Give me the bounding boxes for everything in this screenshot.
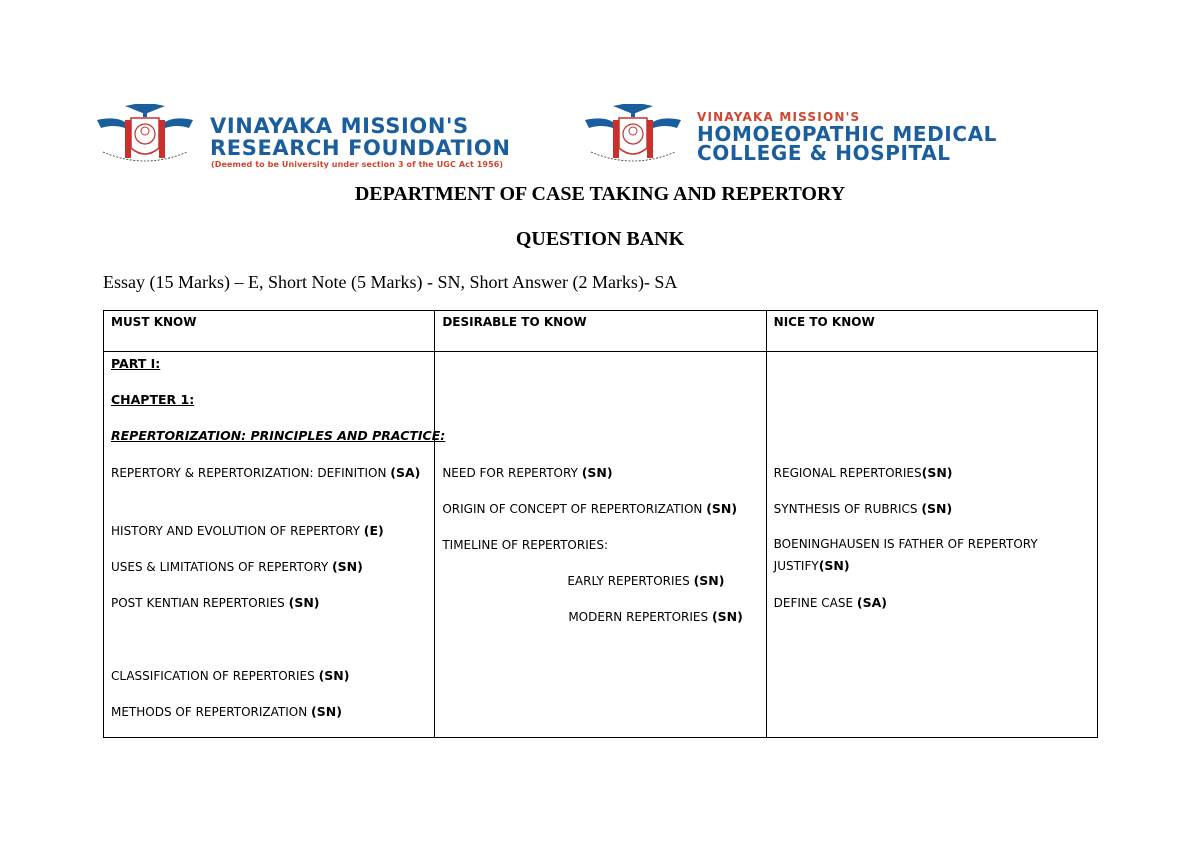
list-item: CLASSIFICATION OF REPERTORIES (SN) [111, 668, 350, 683]
university-emblem-icon [95, 104, 195, 166]
list-item: NEED FOR REPERTORY (SN) [442, 465, 613, 480]
list-item: EARLY REPERTORIES (SN) [567, 573, 725, 588]
list-item: BOENINGHAUSEN IS FATHER OF REPERTORY JUSTIFY(SN) [773, 537, 1038, 573]
list-item: TIMELINE OF REPERTORIES: [442, 538, 608, 552]
nice-cell [766, 352, 1097, 738]
part-heading: PART I: [111, 356, 161, 371]
list-item: USES & LIMITATIONS OF REPERTORY (SN) [111, 559, 363, 574]
list-item: REPERTORY & REPERTORIZATION: DEFINITION (SA) [111, 465, 421, 480]
table-body-row [104, 352, 1098, 738]
marks-legend: Essay (15 Marks) – E, Short Note (5 Marks) - SN, Short Answer (2 Marks)- SA [103, 272, 678, 292]
vmhmc-name-line1: VINAYAKA MISSION'S [697, 110, 861, 124]
header-nice-to-know: NICE TO KNOW [766, 311, 1097, 352]
desirable-cell [435, 352, 766, 738]
chapter-heading: CHAPTER 1: [111, 392, 195, 407]
table-header-row [104, 311, 1098, 352]
topic-heading: REPERTORIZATION: PRINCIPLES AND PRACTICE: [111, 428, 446, 443]
vmrf-name-line1: VINAYAKA MISSION'S [210, 114, 469, 138]
list-item: REGIONAL REPERTORIES(SN) [773, 465, 953, 480]
header-must-know: MUST KNOW [104, 311, 435, 352]
list-item: ORIGIN OF CONCEPT OF REPERTORIZATION (SN) [442, 501, 738, 516]
question-bank-title: QUESTION BANK [515, 228, 685, 250]
list-item: DEFINE CASE (SA) [773, 595, 888, 610]
list-item: SYNTHESIS OF RUBRICS (SN) [773, 501, 953, 516]
vmrf-name-line2: RESEARCH FOUNDATION [210, 136, 511, 160]
must-know-cell [104, 352, 446, 738]
header-desirable-to-know: DESIRABLE TO KNOW [435, 311, 766, 352]
department-title: DEPARTMENT OF CASE TAKING AND REPERTORY [354, 183, 846, 205]
question-bank-table [103, 310, 1098, 738]
list-item: METHODS OF REPERTORIZATION (SN) [111, 704, 342, 719]
college-emblem-icon [583, 104, 683, 166]
vmrf-deemed-note: (Deemed to be University under section 3 of the UGC Act 1956) [211, 160, 504, 169]
vmhmc-name-line2: HOMOEOPATHIC MEDICAL [697, 122, 998, 146]
list-item: MODERN REPERTORIES (SN) [568, 609, 743, 624]
list-item: POST KENTIAN REPERTORIES (SN) [111, 595, 320, 610]
list-item: HISTORY AND EVOLUTION OF REPERTORY (E) [111, 523, 384, 538]
vmhmc-name-line3: COLLEGE & HOSPITAL [697, 141, 951, 165]
